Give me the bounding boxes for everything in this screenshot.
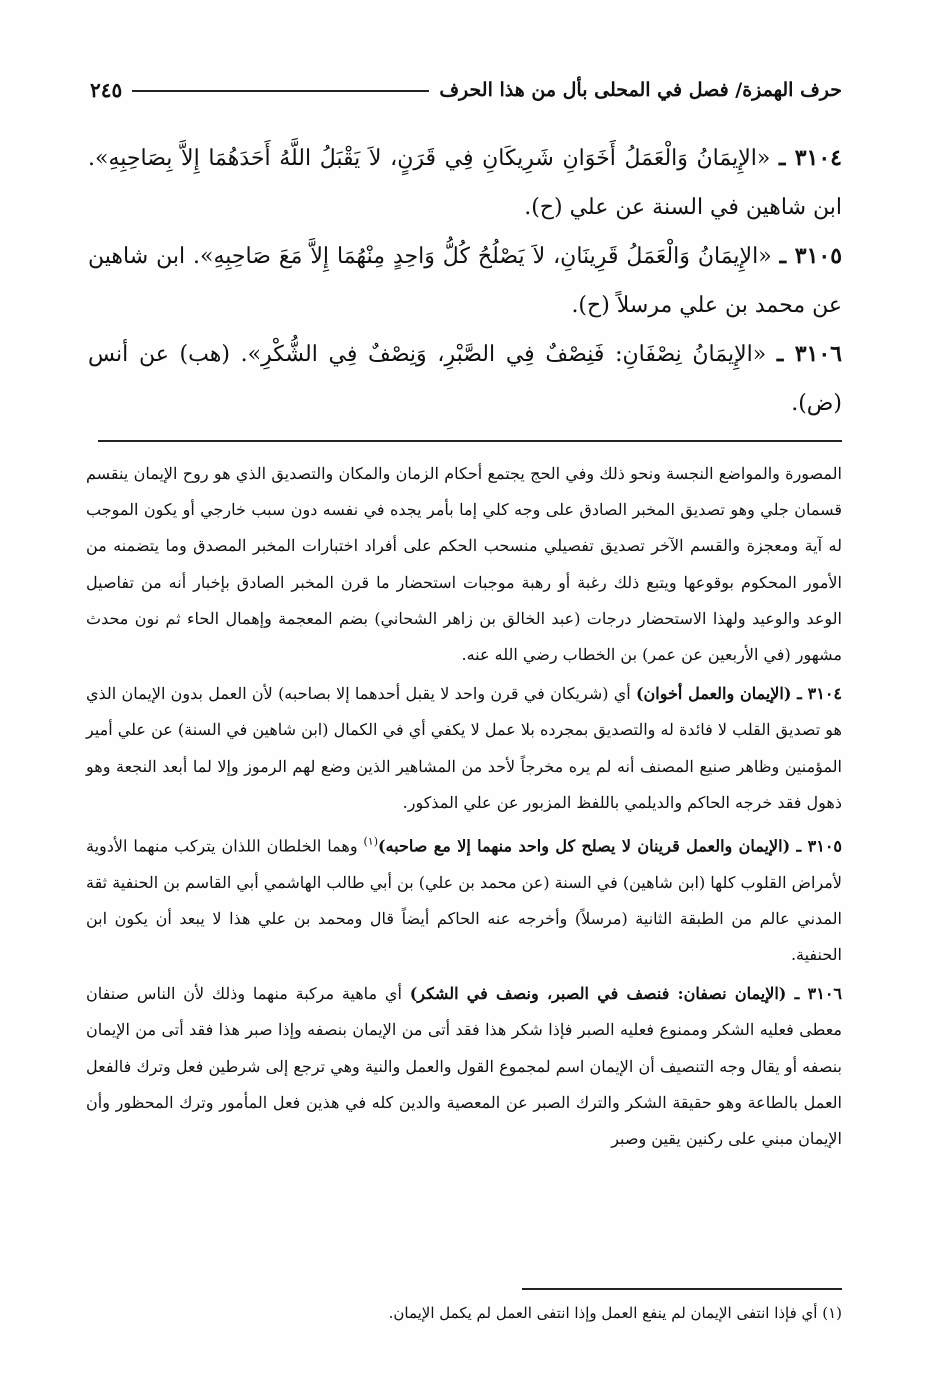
header-rule <box>132 90 429 92</box>
footnote-ref: (١) <box>363 835 378 849</box>
hadith-text-block <box>88 134 842 428</box>
hadith-3106 <box>88 330 842 428</box>
hadith-body: «الإِيمَانُ وَالْعَمَلُ قَرِينَانِ، لاَ يَصْلُحُ كُلُّ وَاحِدٍ مِنْهُمَا إِلاَّ مَعَ صَاحِبِهِ». ابن شاهين عن محمد بن علي مرسلاً (ح). <box>88 244 842 318</box>
running-header <box>90 70 842 110</box>
footnote: (١) أي فإذا انتفى الإيمان لم ينفع العمل وإذا انتفى العمل لم يكمل الإيمان. <box>388 1304 842 1322</box>
hadith-3104 <box>88 134 842 232</box>
section-divider <box>98 440 842 442</box>
hadith-3105 <box>88 232 842 330</box>
page-number: ٢٤٥ <box>90 78 123 102</box>
commentary-intro: المصورة والمواضع النجسة ونحو ذلك وفي الحج يجتمع أحكام الزمان والمكان والتصديق الذي هو روح الإيمان ينقسم قسمان جلي وهو تصديق المخبر الصادق على وجه كلي إما بأمر يجده في نفسه دون سبب خارجي أو يكون الموجب له آية ومعجزة والقسم الآخر تصديق تفصيلي منسحب الحكم على أفراد اختبارات المخبر المصدق وما يتضمنه من الأمور المحكوم بوقوعها ويتبع ذلك رغبة أو رهبة موجبات استحضار ما قرن المخبر الصادق بإخبار أنه من تفاصيل الوعد والوعيد ولهذا الاستحضار درجات (عبد الخالق بن زاهر الشحاني) بضم المعجمة وإهمال الحاء ثم نون محدث مشهور (في الأربعين عن عمر) بن الخطاب رضي الله عنه. <box>86 464 843 665</box>
commentary-3104 <box>86 676 842 821</box>
commentary-heading: ٣١٠٤ ـ (الإيمان والعمل أخوان) <box>635 684 842 704</box>
commentary-3105 <box>86 824 842 973</box>
commentary-body: أي ماهية مركبة منهما وذلك لأن الناس صنفان معطى فعليه الشكر وممنوع فعليه الصبر فإذا شكر هذا فقد أتى من الإيمان بنصفه وإذا صبر هذا فقد أتى من الإيمان بنصفه أو يقال وجه التنصيف أن الإيمان اسم لمجموع القول والعمل والنية وهي ترجع إلى شرطين فعل وترك فالفعل العمل بالطاعة وهو حقيقة الشكر والترك الصبر عن المعصية والدين كله في هذين فعل المأمور وترك المحظور وأن الإيمان مبني على ركنين يقين وصبر <box>86 984 842 1148</box>
hadith-number: ٣١٠٤ ـ <box>778 145 842 171</box>
commentary-body: أي (شريكان في قرن واحد لا يقبل أحدهما إلا بصاحبه) لأن العمل بدون الإيمان الذي هو تصديق القلب لا فائدة له والتصديق بمجرده بلا عمل لا يكفي أي في الكمال (ابن شاهين في السنة) عن علي أمير المؤمنين وظاهر صنيع المصنف أنه لم يره مخرجاً لأحد من المشاهير الذين وضع لهم الرموز وإلا لما أبعد النجعة وهو ذهول فقد خرجه الحاكم والديلمي باللفظ المزبور عن علي المذكور. <box>86 684 842 812</box>
commentary-heading: ٣١٠٥ ـ (الإيمان والعمل قرينان لا يصلح كل واحد منهما إلا مع صاحبه) <box>378 836 842 856</box>
commentary-heading: ٣١٠٦ ـ (الإيمان نصفان: فنصف في الصبر، ونصف في الشكر) <box>409 984 842 1004</box>
commentary-block <box>86 456 842 1157</box>
hadith-number: ٣١٠٥ ـ <box>779 243 843 269</box>
footnote-rule <box>522 1288 842 1290</box>
commentary-body: وهما الخلطان اللذان يتركب منهما الأدوية لأمراض القلوب كلها (ابن شاهين) في السنة (عن محمد بن علي) بن أبي طالب الهاشمي أبي القاسم بن الحنفية ثقة المدني عالم من الطبقة الثانية (مرسلاً) وأخرجه عنه الحاكم أيضاً قال ومحمد بن علي هذا لا يبعد أن يكون ابن الحنفية. <box>86 836 842 964</box>
hadith-number: ٣١٠٦ ـ <box>776 341 842 367</box>
hadith-body: «الإِيمَانُ نِصْفَانِ: فَنِصْفٌ فِي الصَّبْرِ، وَنِصْفٌ فِي الشُّكْرِ». (هب) عن أنس (ض). <box>88 342 842 416</box>
hadith-body: «الإِيمَانُ وَالْعَمَلُ أَخَوَانِ شَرِيكَانِ فِي قَرَنٍ، لاَ يَقْبَلُ اللَّهُ أَحَدَهُمَا إِلاَّ بِصَاحِبِهِ». ابن شاهين في السنة عن علي (ح). <box>88 146 842 220</box>
commentary-3106 <box>86 976 842 1157</box>
chapter-title: حرف الهمزة/ فصل في المحلى بأل من هذا الحرف <box>439 79 842 101</box>
